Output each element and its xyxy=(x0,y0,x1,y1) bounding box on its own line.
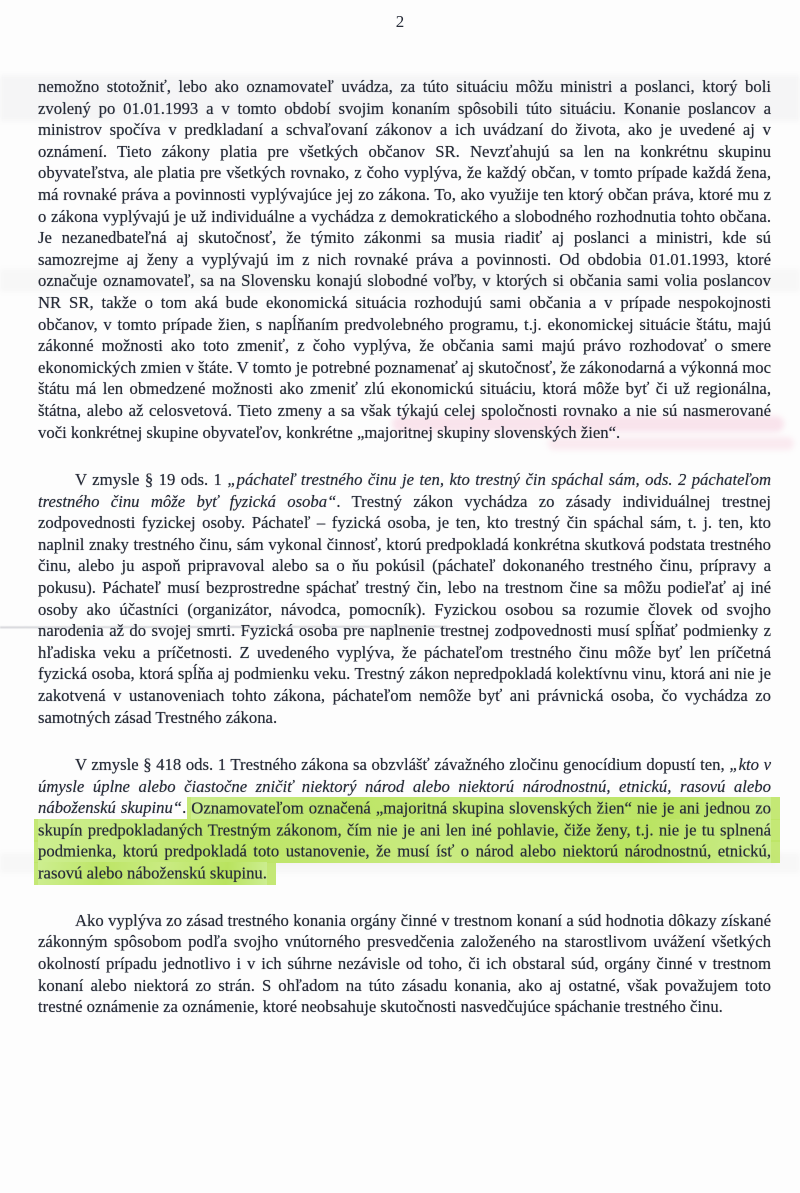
paragraph-section-418 xyxy=(38,754,771,884)
text-segment: . Trestný zákon vychádza zo zásady individuálnej trestnej zodpovednosti fyzickej osoby. Páchateľ – fyzická osoba, je ten, kto trestný čin spáchal sám, t. j. ten, kto naplnil znaky trestného činu, sám vykonal činnosť, ktorú predpokladá konkrétna skutková podstata trestného činu, alebo ju aspoň pripravoval alebo sa o ňu pokúsil (páchateľ dokonaného trestného činu, prípravy a pokusu). Páchateľ musí bezprostredne spáchať trestný čin, lebo na trestnom čine sa môžu podieľať aj iné osoby ako účastníci (organizátor, návodca, pomocník). Fyzickou osobou sa rozumie človek od svojho narodenia až do svojej smrti. Fyzická osoba pre naplnenie trestnej zodpovednosti musí spĺňať podmienky z hľadiska veku a príčetnosti. Z uvedeného vyplýva, že páchateľom trestného činu môže byť len príčetná fyzická osoba, ktorá spĺňa aj podmienku veku. Trestný zákon nepredpokladá kolektívnu vinu, ktorá ani nie je zakotvená v ustanoveniach tohto zákona, páchateľom nemôže byť ani právnická osoba, čo vychádza zo samotných zásad Trestného zákona. xyxy=(38,491,771,727)
text-segment: Ako vyplýva zo zásad trestného konania orgány činné v trestnom konaní a súd hodnotia dôkazy získané zákonným spôsobom podľa svojho vnútorného presvedčenia založeného na starostlivom uvážení všetkých okolností prípadu jednotlivo i v ich súhrne nezávisle od toho, či ich obstaral súd, orgány činné v trestnom konaní alebo niektorá zo strán. S ohľadom na túto zásadu konania, ako aj ostatné, však považujem toto trestné oznámenie za oznámenie, ktoré neobsahuje skutočnosti nasvedčujúce spáchanie trestného činu. xyxy=(38,910,771,1017)
document-body xyxy=(38,76,771,1018)
text-segment: . xyxy=(182,798,192,818)
highlighted-text: Oznamovateľom označená „majoritná skupina slovenských žien“ nie je ani jednou zo skupín predpokladaných Trestným zákonom, čím nie je ani len iné pohlavie, čiže ženy, t.j. nie je tu splnená podmienka, ktorú predpokladá toto ustanovenie, že musí ísť o národ alebo niektorú národnostnú, etnickú, rasovú alebo náboženskú skupinu. xyxy=(38,797,771,885)
page-number: 2 xyxy=(395,12,405,31)
paragraph-conclusion xyxy=(38,910,771,1018)
paragraph-section-19 xyxy=(38,469,771,728)
paragraph-continuation xyxy=(38,76,771,443)
text-segment: V zmysle § 19 ods. 1 xyxy=(75,470,228,490)
text-segment: V zmysle § 418 ods. 1 Trestného zákona sa obzvlášť závažného zločinu genocídium dopustí ten, xyxy=(75,755,730,775)
quoted-statute-text: „kto v úmysle úplne alebo čiastočne zničiť niektorý národ alebo niektorú národnostnú, etnickú, rasovú alebo náboženskú skupinu“ xyxy=(38,755,771,818)
quoted-statute-text: „páchateľ trestného činu je ten, kto trestný čin spáchal sám, ods. 2 páchateľom trestného činu môže byť fyzická osoba“ xyxy=(38,470,772,511)
text-segment: nemožno stotožniť, lebo ako oznamovateľ uvádza, za túto situáciu môžu ministri a poslanci, ktorý boli zvolený po 01.01.1993 a v tomto období svojim konaním spôsobili túto situáciu. Konanie poslancov a ministrov spočíva v predkladaní a schvaľovaní zákonov a ich uvádzaní do života, ako je uvedené aj v oznámení. Tieto zákony platia pre všetkých občanov SR. Nevzťahujú sa len na konkrétnu skupinu obyvateľstva, ale platia pre všetkých rovnako, z čoho vyplýva, že každý občan, v tomto prípade každá žena, má rovnaké práva a povinnosti vyplývajúce jej zo zákona. To, ako využije ten ktorý občan práva, ktoré mu z o zákona vyplývajú je už individuálne a vychádza z demokratického a slobodného rozhodnutia tohto občana. Je nezanedbateľná aj skutočnosť, že týmito zákonmi sa musia riadiť aj poslanci a ministri, kde sú samozrejme aj ženy a vyplývajú im z nich rovnaké práva a povinnosti. Od obdobia 01.01.1993, ktoré označuje oznamovateľ, sa na Slovensku konajú slobodné voľby, v ktorých si občania sami volia poslancov NR SR, takže o tom aká bude ekonomická situácia rozhodujú sami občania a v prípade nespokojnosti občanov, v tomto prípade žien, s napĺňaním predvolebného programu, t.j. ekonomickej situácie štátu, majú zákonné možnosti ako toto zmeniť, z čoho vyplýva, že občania sami majú právo rozhodovať o smere ekonomických zmien v štáte. V tomto je potrebné poznamenať aj skutočnosť, že zákonodarná a výkonná moc štátu má len obmedzené možnosti ako zmeniť zlú ekonomickú situáciu, ktorá môže byť či už regionálna, štátna, alebo až celosvetová. Tieto zmeny a sa však týkajú celej spoločnosti rovnako a nie sú nasmerované voči konkrétnej skupine obyvateľov, konkrétne „majoritnej skupiny slovenských žien“. xyxy=(38,77,771,442)
